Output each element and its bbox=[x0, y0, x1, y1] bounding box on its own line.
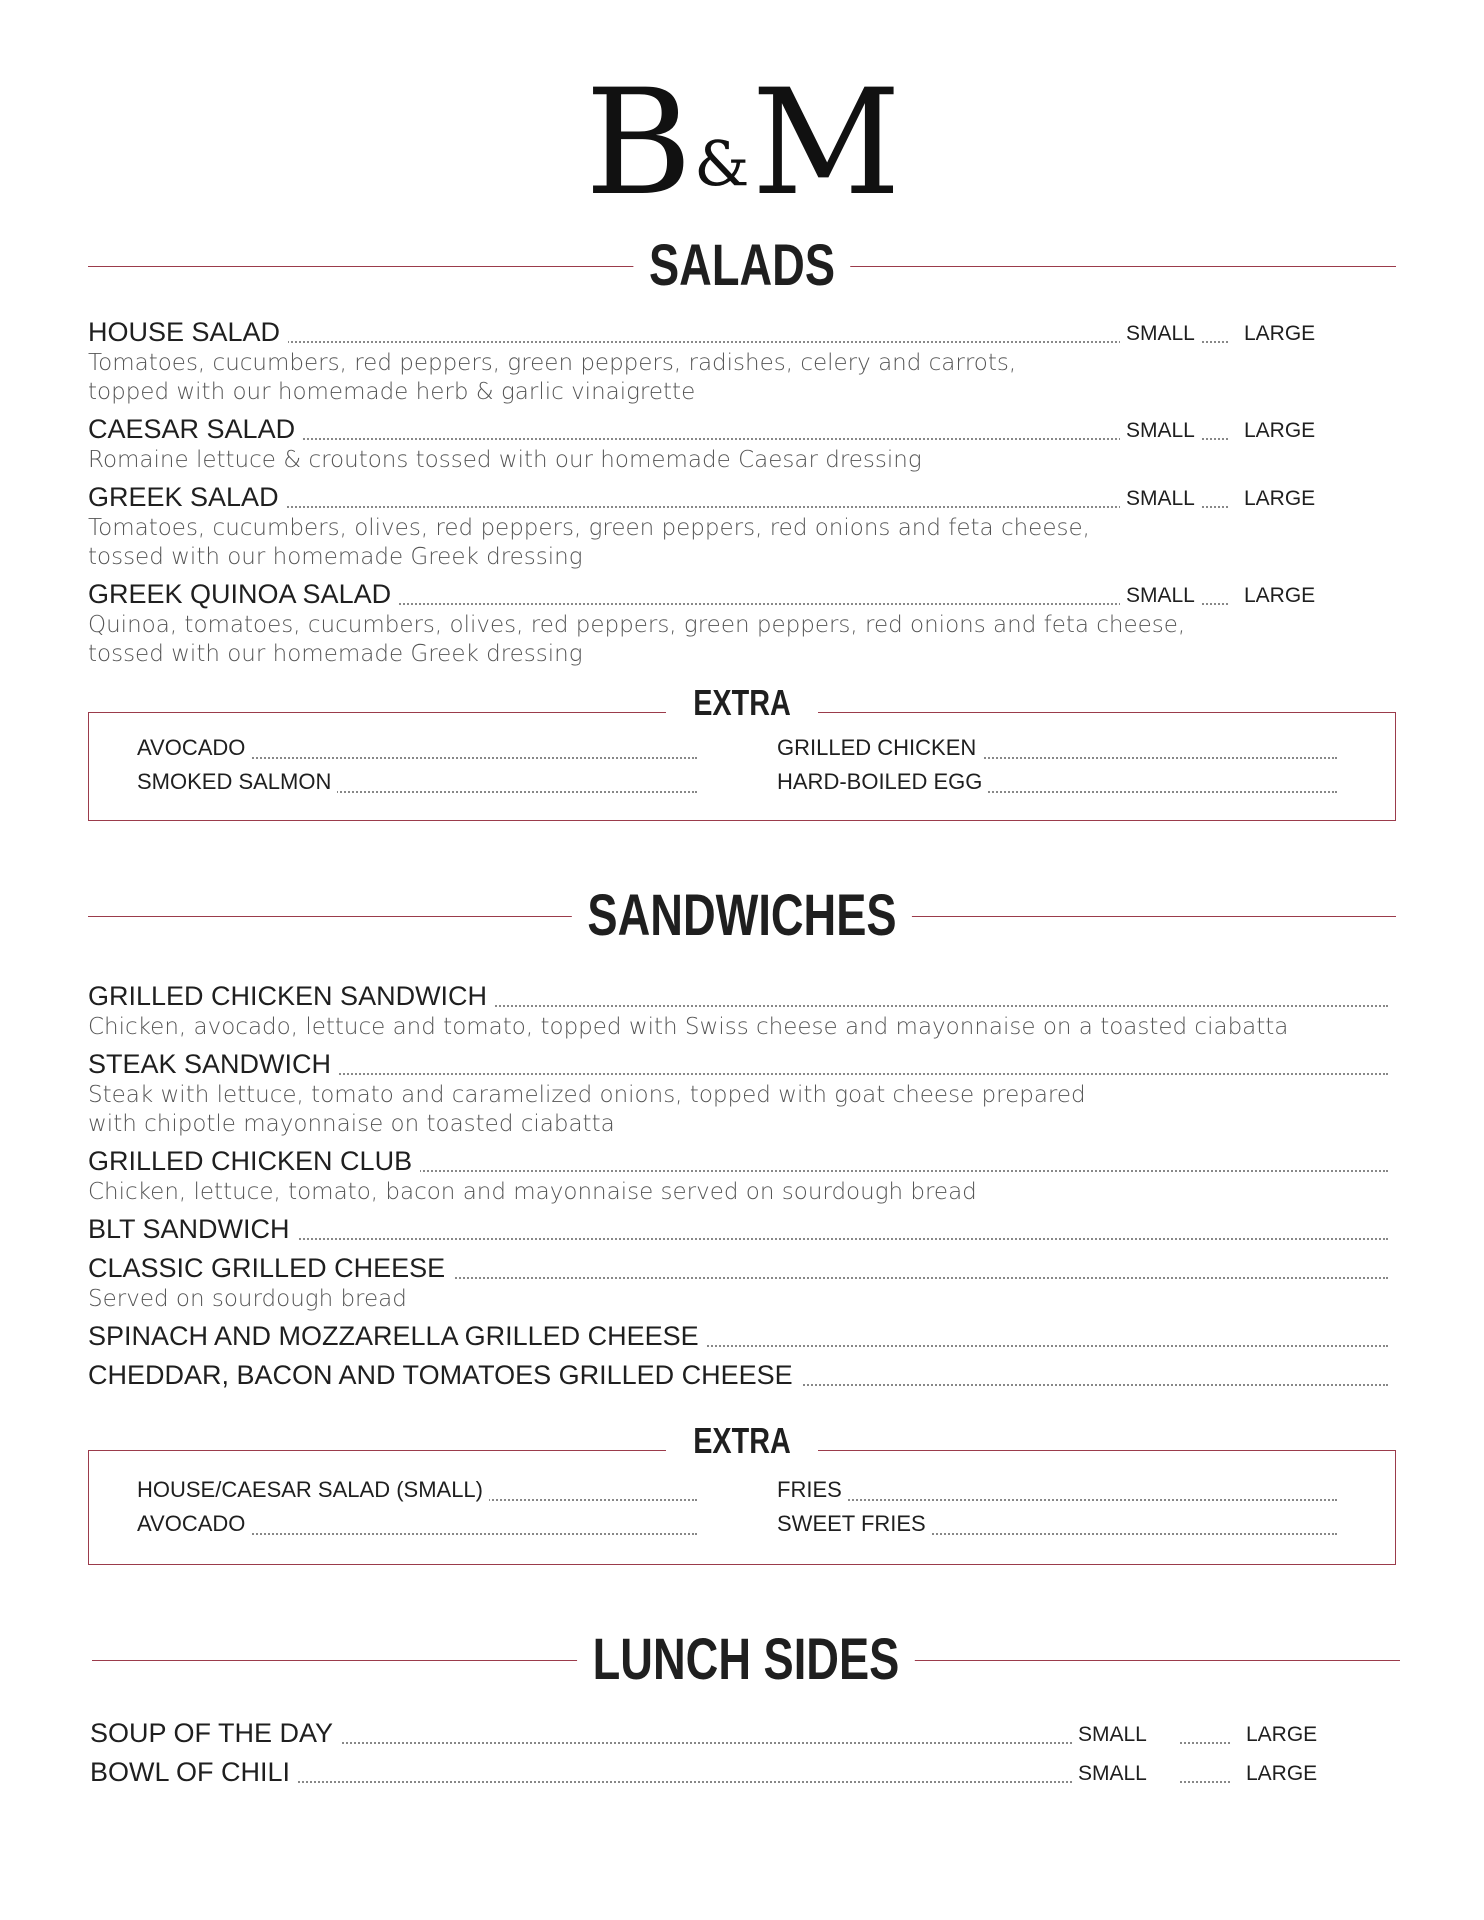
menu-item-greek-salad bbox=[88, 480, 1318, 572]
size-large: LARGE bbox=[1238, 418, 1321, 444]
item-description: Chicken, lettuce, tomato, bacon and mayonnaise served on sourdough bread bbox=[88, 1179, 977, 1205]
size-large: LARGE bbox=[1238, 486, 1321, 512]
extra-item: HARD-BOILED EGG bbox=[777, 767, 1337, 797]
size-small: SMALL bbox=[1120, 486, 1201, 512]
item-name: GREEK QUINOA SALAD bbox=[88, 577, 399, 611]
item-name: CLASSIC GRILLED CHEESE bbox=[88, 1251, 453, 1285]
extra-item: SWEET FRIES bbox=[777, 1509, 1337, 1539]
size-small: SMALL bbox=[1120, 418, 1201, 444]
extra-item: SMOKED SALMON bbox=[137, 767, 697, 797]
salads-extra-box bbox=[88, 682, 1396, 821]
menu-item-grilled-chicken-club bbox=[88, 1144, 1388, 1207]
extra-title: EXTRA bbox=[666, 1419, 818, 1463]
logo-letter-b: B bbox=[585, 58, 691, 228]
item-description: Quinoa, tomatoes, cucumbers, olives, red peppers, green peppers, red onions and feta cheese, tossed with our homemade Greek dressing bbox=[88, 612, 1186, 667]
dot-leader bbox=[1198, 603, 1228, 605]
extra-item: FRIES bbox=[777, 1475, 1337, 1505]
dot-leader bbox=[1198, 438, 1228, 440]
logo-letter-m: M bbox=[751, 58, 899, 228]
section-title: SANDWICHES bbox=[572, 886, 912, 946]
item-name: GRILLED CHICKEN CLUB bbox=[88, 1144, 420, 1178]
size-small: SMALL bbox=[1120, 321, 1201, 347]
menu-item-grilled-chicken-sandwich bbox=[88, 979, 1388, 1042]
dot-leader bbox=[1180, 1742, 1230, 1744]
menu-item-caesar-salad bbox=[88, 412, 1318, 475]
extra-item: AVOCADO bbox=[137, 1509, 697, 1539]
item-name: CAESAR SALAD bbox=[88, 412, 303, 446]
item-name: SPINACH AND MOZZARELLA GRILLED CHEESE bbox=[88, 1319, 707, 1353]
extra-title: EXTRA bbox=[666, 681, 818, 725]
dot-leader bbox=[1180, 1781, 1230, 1783]
item-name: CHEDDAR, BACON AND TOMATOES GRILLED CHEESE bbox=[88, 1358, 801, 1392]
item-name: SOUP OF THE DAY bbox=[90, 1716, 341, 1750]
restaurant-logo bbox=[0, 58, 1484, 228]
extra-item: HOUSE/CAESAR SALAD (SMALL) bbox=[137, 1475, 697, 1505]
item-description: Tomatoes, cucumbers, red peppers, green peppers, radishes, celery and carrots, topped with our homemade herb & garlic vinaigrette bbox=[88, 350, 1017, 405]
menu-item-cheddar-bacon-tomatoes-grilled-cheese bbox=[88, 1358, 1388, 1392]
section-title: SALADS bbox=[633, 236, 850, 296]
item-name: BOWL OF CHILI bbox=[90, 1755, 298, 1789]
extra-item: AVOCADO bbox=[137, 733, 697, 763]
size-small: SMALL bbox=[1072, 1722, 1153, 1748]
item-name: GREEK SALAD bbox=[88, 480, 287, 514]
size-large: LARGE bbox=[1238, 583, 1321, 609]
logo-ampersand: & bbox=[694, 127, 748, 200]
item-name: STEAK SANDWICH bbox=[88, 1047, 339, 1081]
size-large: LARGE bbox=[1240, 1722, 1323, 1748]
item-name: BLT SANDWICH bbox=[88, 1212, 298, 1246]
menu-item-blt-sandwich bbox=[88, 1212, 1388, 1246]
item-name: GRILLED CHICKEN SANDWICH bbox=[88, 979, 495, 1013]
size-small: SMALL bbox=[1072, 1761, 1153, 1787]
item-description: Steak with lettuce, tomato and caramelized onions, topped with goat cheese prepared with chipotle mayonnaise on toasted ciabatta bbox=[88, 1082, 1086, 1137]
item-description: Tomatoes, cucumbers, olives, red peppers, green peppers, red onions and feta cheese, tossed with our homemade Greek dressing bbox=[88, 515, 1090, 570]
size-large: LARGE bbox=[1240, 1761, 1323, 1787]
item-name: HOUSE SALAD bbox=[88, 315, 288, 349]
dot-leader bbox=[1198, 506, 1228, 508]
item-description: Romaine lettuce & croutons tossed with our homemade Caesar dressing bbox=[88, 447, 922, 473]
sandwiches-extra-box bbox=[88, 1420, 1396, 1565]
sandwiches-heading bbox=[88, 883, 1396, 948]
dot-leader bbox=[1198, 341, 1228, 343]
item-description: Chicken, avocado, lettuce and tomato, topped with Swiss cheese and mayonnaise on a toasted ciabatta bbox=[88, 1014, 1289, 1040]
lunch-sides-heading bbox=[92, 1627, 1400, 1692]
menu-item-house-salad bbox=[88, 315, 1318, 407]
size-small: SMALL bbox=[1120, 583, 1201, 609]
menu-item-greek-quinoa-salad bbox=[88, 577, 1318, 669]
size-large: LARGE bbox=[1238, 321, 1321, 347]
item-description: Served on sourdough bread bbox=[88, 1286, 407, 1312]
menu-item-spinach-mozzarella-grilled-cheese bbox=[88, 1319, 1388, 1353]
menu-item-soup-of-the-day bbox=[90, 1716, 1320, 1750]
menu-item-bowl-of-chili bbox=[90, 1755, 1320, 1789]
menu-item-steak-sandwich bbox=[88, 1047, 1388, 1139]
section-title: LUNCH SIDES bbox=[577, 1630, 915, 1690]
extra-item: GRILLED CHICKEN bbox=[777, 733, 1337, 763]
salads-heading bbox=[88, 233, 1396, 298]
menu-item-classic-grilled-cheese bbox=[88, 1251, 1388, 1314]
